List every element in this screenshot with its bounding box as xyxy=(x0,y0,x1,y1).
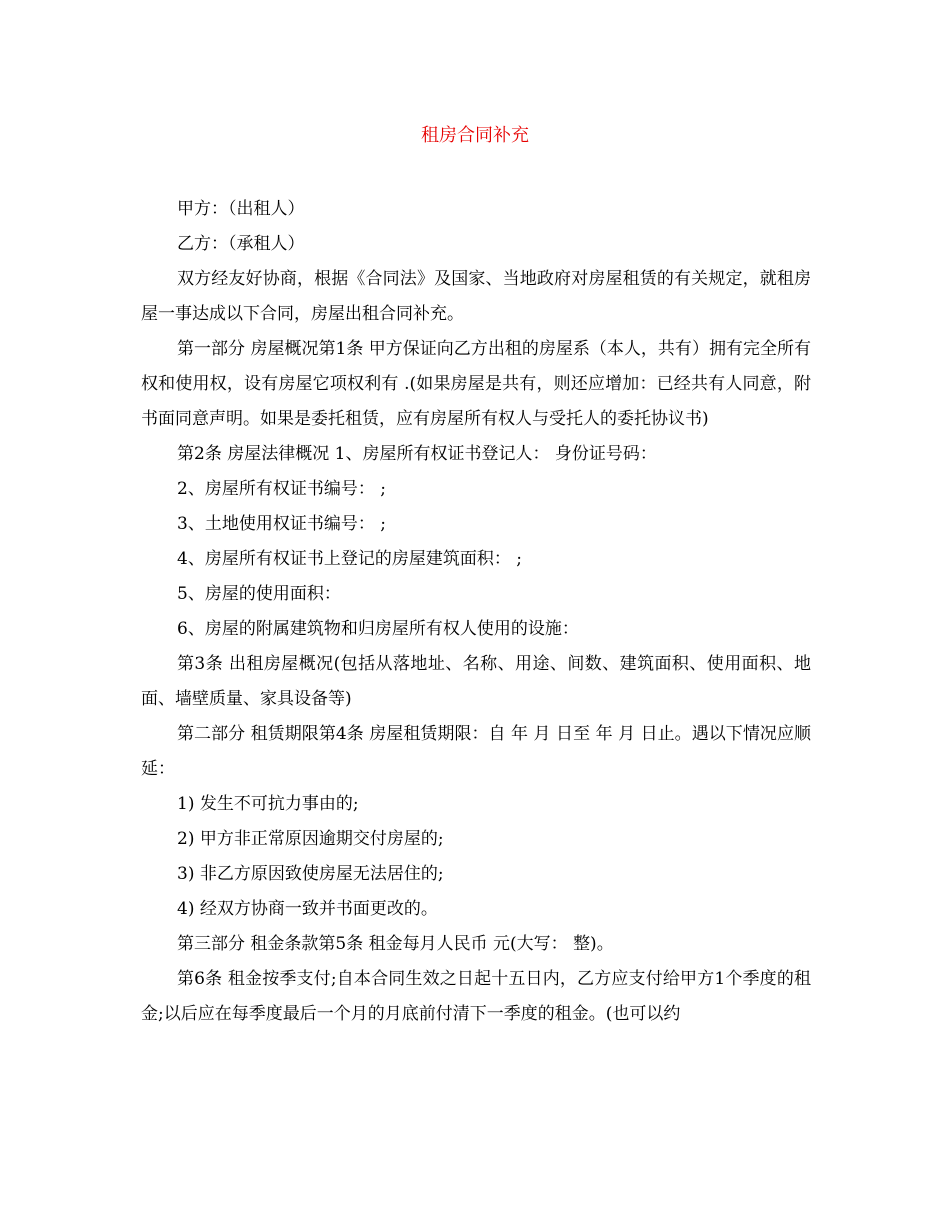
paragraph-article-2: 第2条 房屋法律概况 1、房屋所有权证书登记人： 身份证号码： xyxy=(177,444,657,464)
paragraph-article-6: 第6条 租金按季支付;自本合同生效之日起十五日内，乙方应支付给甲方1个季度的租金;以后应在每季度最后一个月的月底前付清下一季度的租金。(也可以约 xyxy=(141,969,811,1024)
paragraph-article-4: 第二部分 租赁期限第4条 房屋租赁期限：自 年 月 日至 年 月 日止。遇以下情况应顺延： xyxy=(141,724,811,779)
paragraph-article-2-item-3: 3、土地使用权证书编号： ; xyxy=(177,514,386,534)
document-body xyxy=(141,192,811,1032)
paragraph-party-b: 乙方：（承租人） xyxy=(177,234,305,254)
paragraph-article-2-item-6: 6、房屋的附属建筑物和归房屋所有权人使用的设施： xyxy=(177,619,579,639)
paragraph-article-1: 第一部分 房屋概况第1条 甲方保证向乙方出租的房屋系（本人，共有）拥有完全所有权和使用权，设有房屋它项权利有 .(如果房屋是共有，则还应增加：已经共有人同意，附书面同意声明。如果是委托租赁，应有房屋所有权人与受托人的委托协议书) xyxy=(141,339,811,429)
paragraph-article-5: 第三部分 租金条款第5条 租金每月人民币 元(大写： 整)。 xyxy=(177,934,614,954)
paragraph-extension-1: 1) 发生不可抗力事由的; xyxy=(177,794,359,814)
paragraph-extension-4: 4) 经双方协商一致并书面更改的。 xyxy=(177,899,438,919)
paragraph-article-3: 第3条 出租房屋概况(包括从落地址、名称、用途、间数、建筑面积、使用面积、地面、墙壁质量、家具设备等) xyxy=(141,654,811,709)
document-title: 租房合同补充 xyxy=(421,125,529,146)
paragraph-preamble: 双方经友好协商，根据《合同法》及国家、当地政府对房屋租赁的有关规定，就租房屋一事达成以下合同，房屋出租合同补充。 xyxy=(141,269,811,324)
paragraph-article-2-item-5: 5、房屋的使用面积： xyxy=(177,584,341,604)
paragraph-extension-2: 2) 甲方非正常原因逾期交付房屋的; xyxy=(177,829,444,849)
paragraph-party-a: 甲方：（出租人） xyxy=(177,199,305,219)
paragraph-article-2-item-4: 4、房屋所有权证书上登记的房屋建筑面积： ; xyxy=(177,549,522,569)
paragraph-article-2-item-2: 2、房屋所有权证书编号： ; xyxy=(177,479,386,499)
paragraph-extension-3: 3) 非乙方原因致使房屋无法居住的; xyxy=(177,864,444,884)
